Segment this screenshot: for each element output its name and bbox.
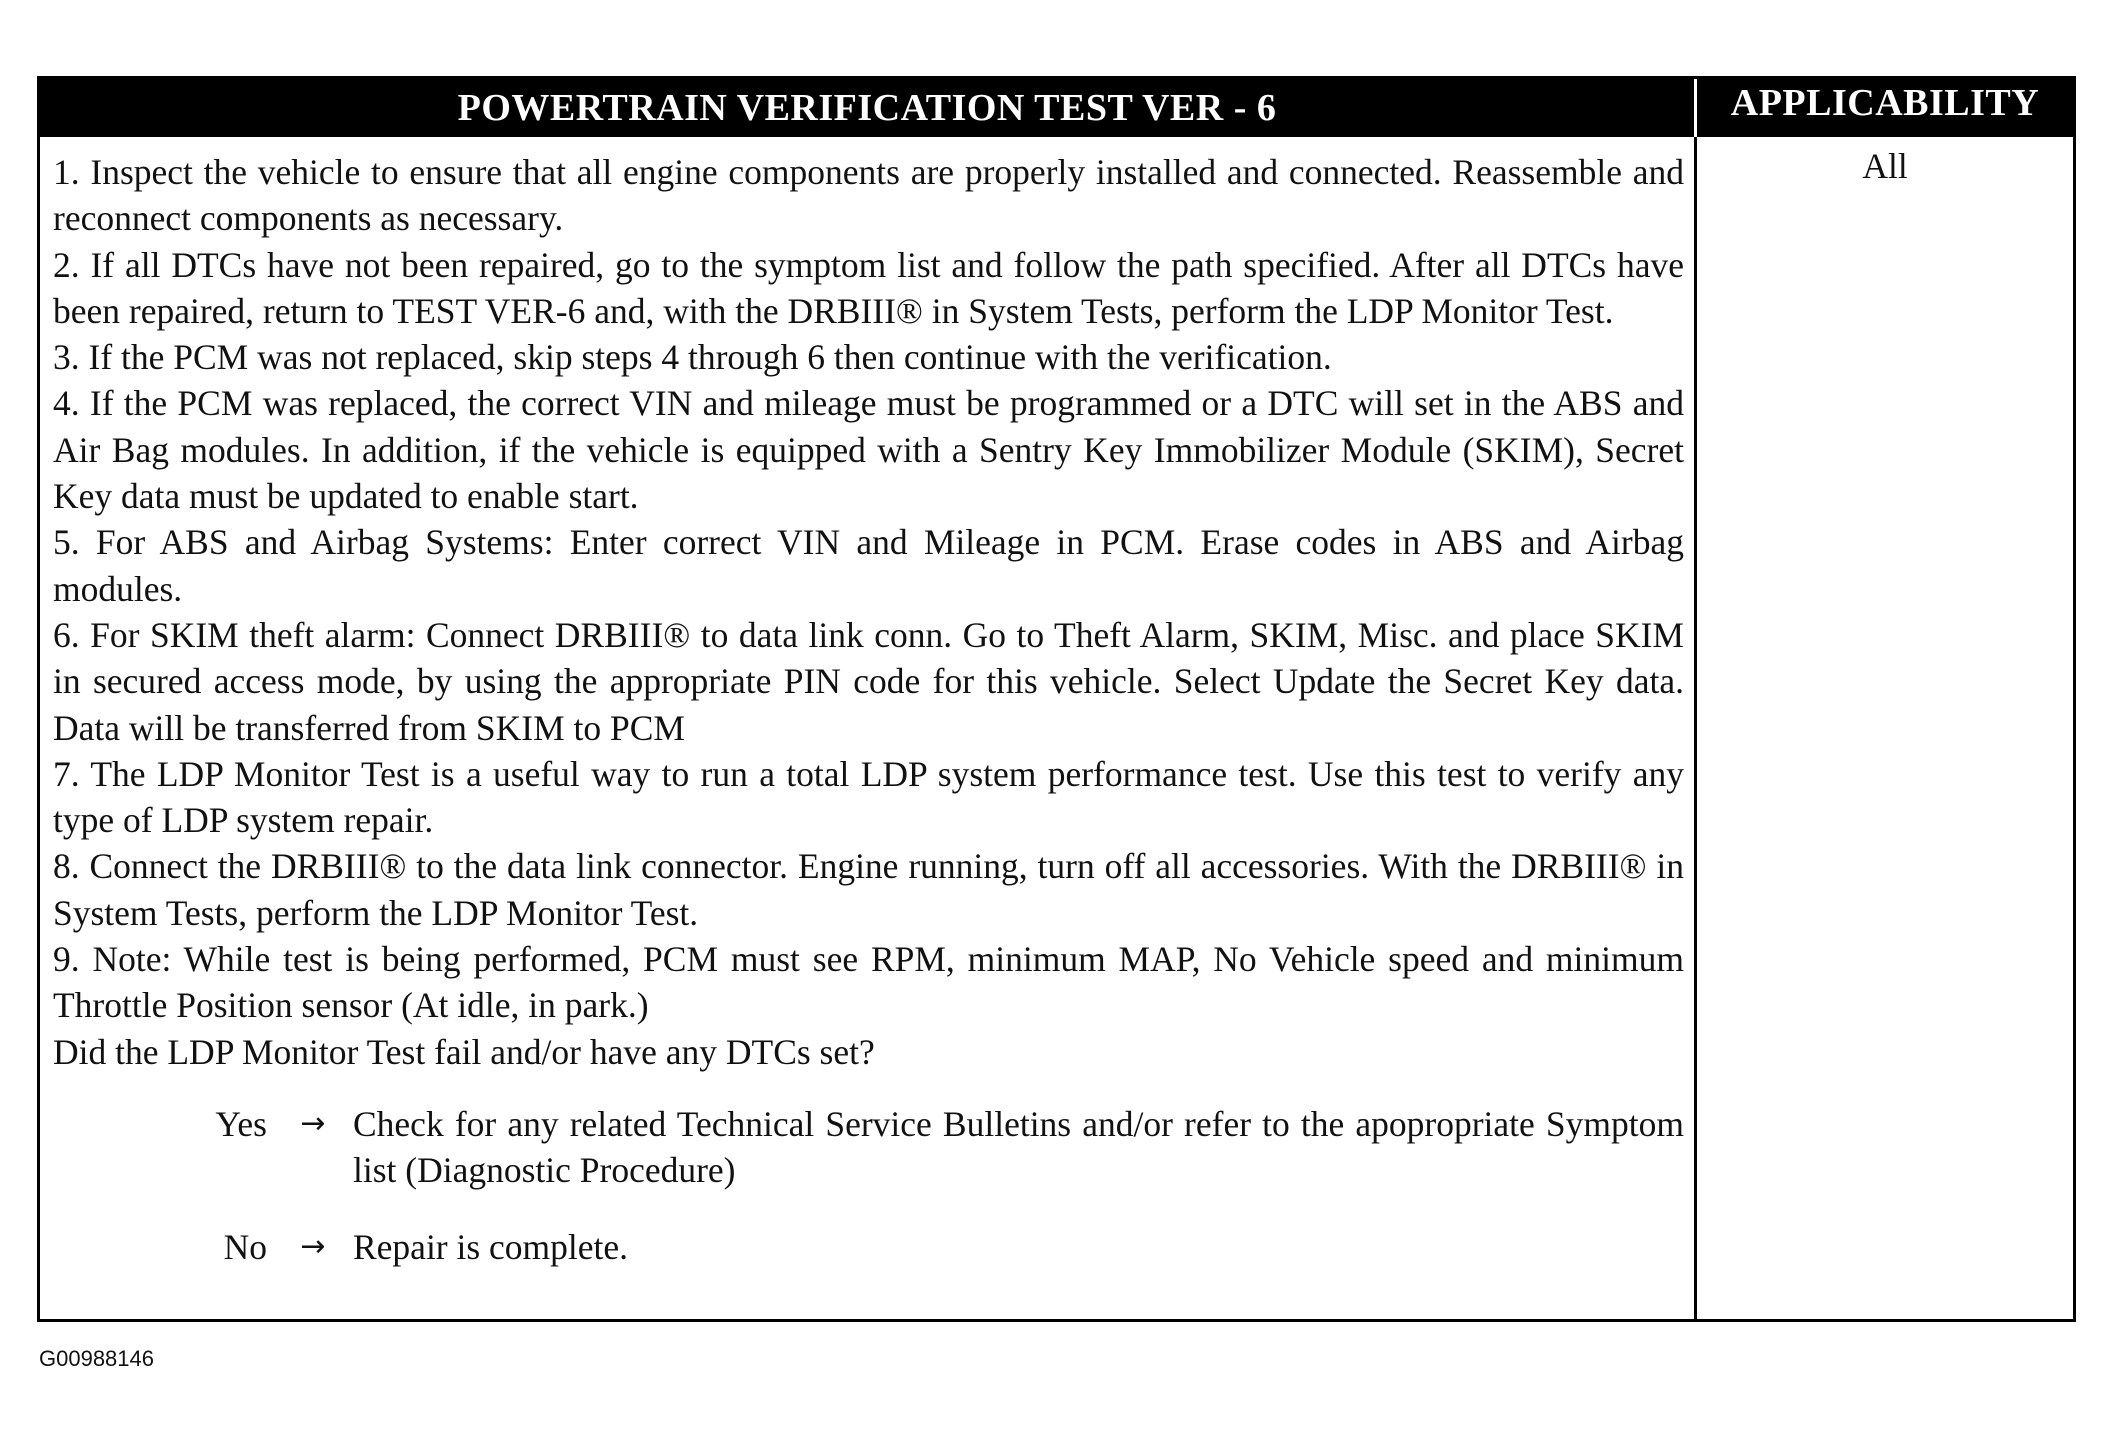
procedure-table: [37, 76, 2076, 1322]
step-6: 6. For SKIM theft alarm: Connect DRBIII® to data link conn. Go to Theft Alarm, SKIM, Misc. and place SKIM in secured access mode, by using the appropriate PIN code for this vehicle. Select Update the Secret Key data. Data will be transferred from SKIM to PCM: [53, 614, 1684, 748]
step-7: 7. The LDP Monitor Test is a useful way to run a total LDP system performance test. Use this test to verify any type of LDP system repair.: [53, 753, 1684, 841]
step-4: 4. If the PCM was replaced, the correct VIN and mileage must be programmed or a DTC will set in the ABS and Air Bag modules. In addition, if the vehicle is equipped with a Sentry Key Immobilizer Module (SKIM), Secret Key data must be updated to enable start.: [53, 383, 1684, 517]
answer-no-label: No: [223, 1226, 267, 1267]
answer-list: [53, 1101, 1684, 1270]
step-3: 3. If the PCM was not replaced, skip steps 4 through 6 then continue with the verification.: [53, 337, 1332, 378]
procedure-body: [40, 137, 1694, 1319]
applicability-value: All: [1694, 137, 2073, 1319]
test-question: Did the LDP Monitor Test fail and/or have any DTCs set?: [53, 1031, 875, 1072]
test-title: POWERTRAIN VERIFICATION TEST VER - 6: [40, 79, 1694, 137]
step-1: 1. Inspect the vehicle to ensure that all engine components are properly installed and connected. Reassemble and reconnect components as necessary.: [53, 152, 1684, 239]
step-8: 8. Connect the DRBIII® to the data link connector. Engine running, turn off all accessories. With the DRBIII® in System Tests, perform the LDP Monitor Test.: [53, 846, 1684, 933]
step-5: 5. For ABS and Airbag Systems: Enter correct VIN and Mileage in PCM. Erase codes in ABS and Airbag modules.: [53, 522, 1684, 609]
step-9: 9. Note: While test is being performed, PCM must see RPM, minimum MAP, No Vehicle speed and minimum Throttle Position sensor (At idle, in park.): [53, 939, 1684, 1026]
answer-no-text: Repair is complete.: [353, 1226, 629, 1267]
answer-no: [53, 1224, 1684, 1270]
right-arrow-icon: →: [300, 1105, 326, 1141]
right-arrow-icon: →: [300, 1228, 326, 1264]
figure-id: G00988146: [39, 1346, 154, 1371]
applicability-header: APPLICABILITY: [1694, 79, 2073, 137]
answer-yes-text: Check for any related Technical Service Bulletins and/or refer to the apopropriate Symptom list (Diagnostic Procedure): [353, 1103, 1684, 1191]
step-2: 2. If all DTCs have not been repaired, go to the symptom list and follow the path specified. After all DTCs have been repaired, return to TEST VER-6 and, with the DRBIII® in System Tests, perform the LDP Monitor Test.: [53, 244, 1684, 331]
answer-yes: [53, 1101, 1684, 1194]
answer-yes-label: Yes: [215, 1103, 267, 1144]
